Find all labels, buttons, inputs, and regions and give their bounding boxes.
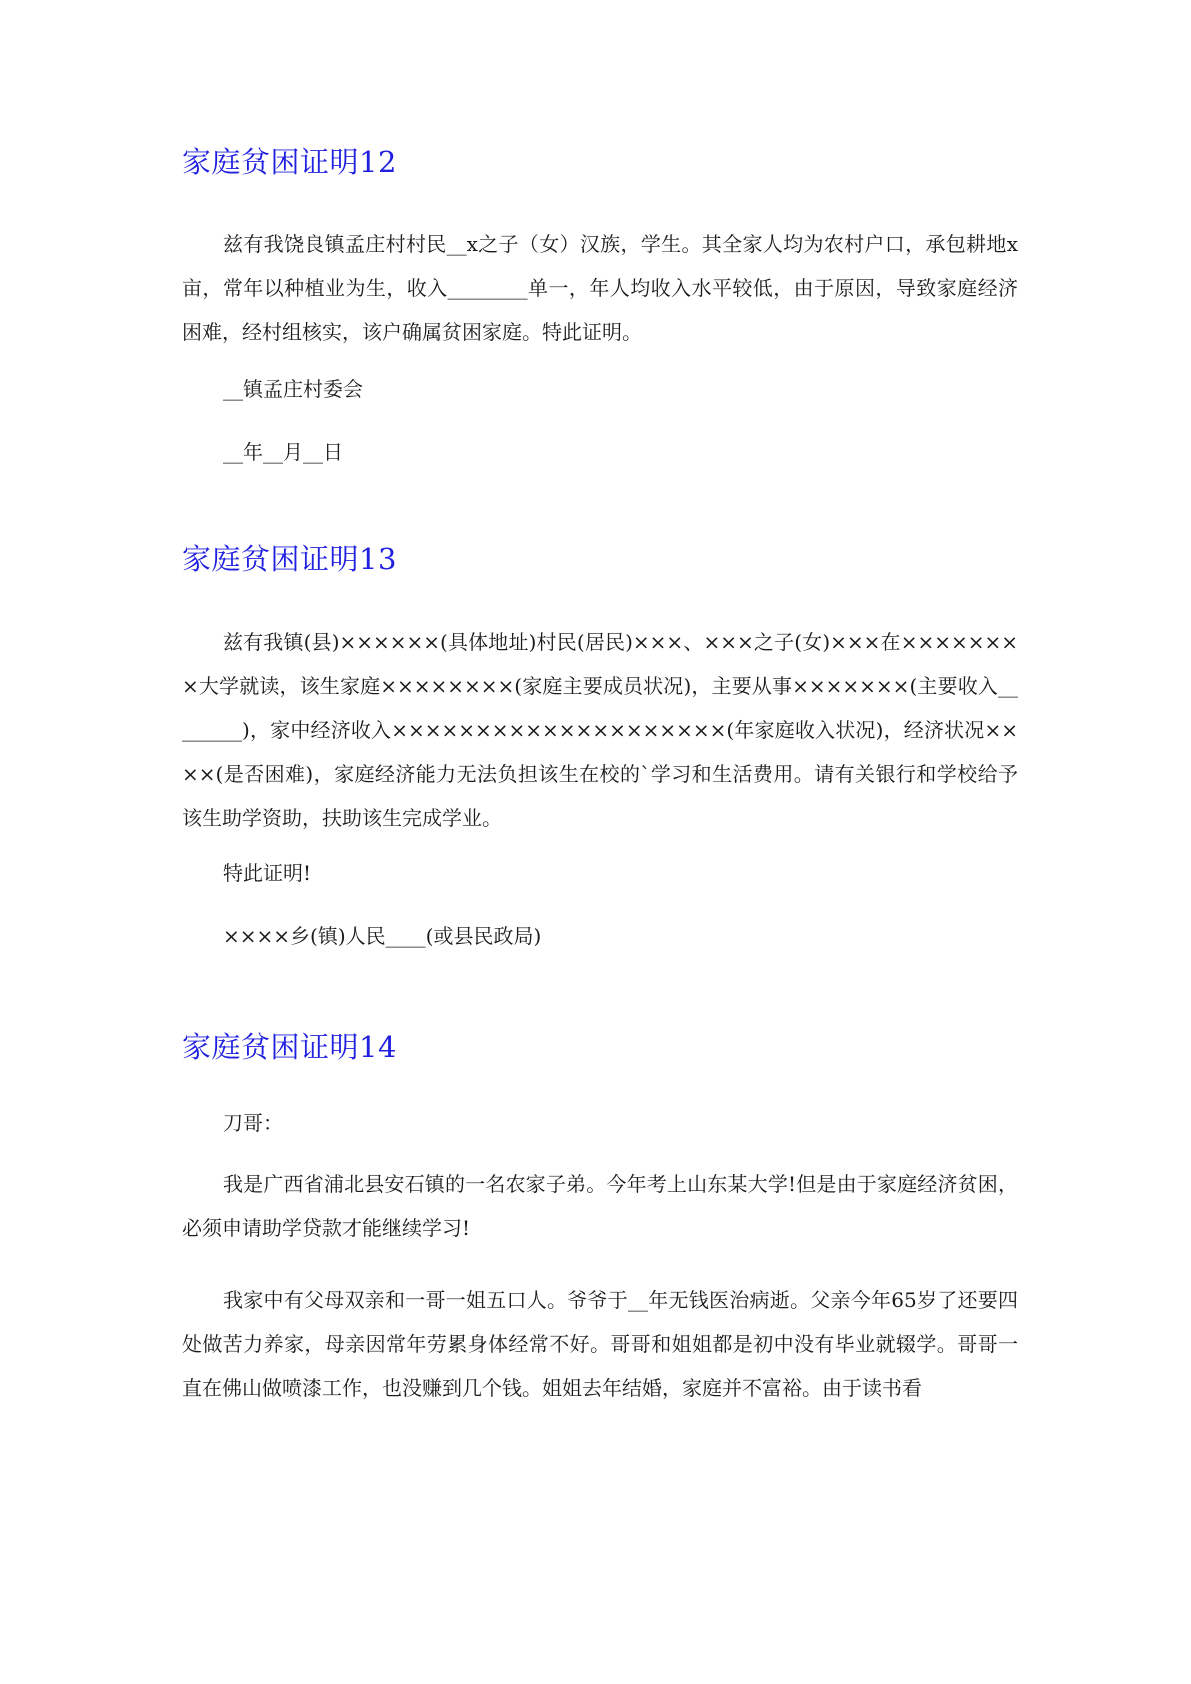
section-14-paragraph-1: 我是广西省浦北县安石镇的一名农家子弟。今年考上山东某大学!但是由于家庭经济贫困，必须申请助学贷款才能继续学习! bbox=[182, 1172, 1018, 1240]
section-13-paragraph: 兹有我镇(县)××××××(具体地址)村民(居民)×××、×××之子(女)×××在××××××××大学就读，该生家庭××××××××(家庭主要成员状况)，主要从事×××××××(主要收入________)，家中经济收入××××××××××××××××××××(年家庭收入状况)，经济状况××××(是否困难)，家庭经济能力无法负担该生在校的`学习和生活费用。请有关银行和学校给予该生助学资助，扶助该生完成学业。 bbox=[182, 630, 1018, 830]
section-title-14: 家庭贫困证明14 bbox=[182, 1030, 397, 1064]
section-title-13: 家庭贫困证明13 bbox=[182, 542, 397, 576]
section-14-paragraph-2: 我家中有父母双亲和一哥一姐五口人。爷爷于__年无钱医治病逝。父亲今年65岁了还要四处做苦力养家，母亲因常年劳累身体经常不好。哥哥和姐姐都是初中没有毕业就辍学。哥哥一直在佛山做喷漆工作，也没赚到几个钱。姐姐去年结婚，家庭并不富裕。由于读书看 bbox=[182, 1288, 1018, 1400]
section-13-signature: ××××乡(镇)人民____(或县民政局) bbox=[223, 924, 542, 948]
section-14-salutation: 刀哥： bbox=[223, 1111, 283, 1135]
section-12-paragraph: 兹有我饶良镇孟庄村村民__x之子（女）汉族，学生。其全家人均为农村户口，承包耕地x亩，常年以种植业为生，收入________单一，年人均收入水平较低，由于原因，导致家庭经济困难，经村组核实，该户确属贫困家庭。特此证明。 bbox=[182, 232, 1018, 344]
section-12-date: __年__月__日 bbox=[223, 440, 343, 464]
section-12-signature: __镇孟庄村委会 bbox=[223, 377, 363, 401]
section-13-closing: 特此证明! bbox=[223, 861, 312, 885]
section-title-12: 家庭贫困证明12 bbox=[182, 145, 397, 179]
